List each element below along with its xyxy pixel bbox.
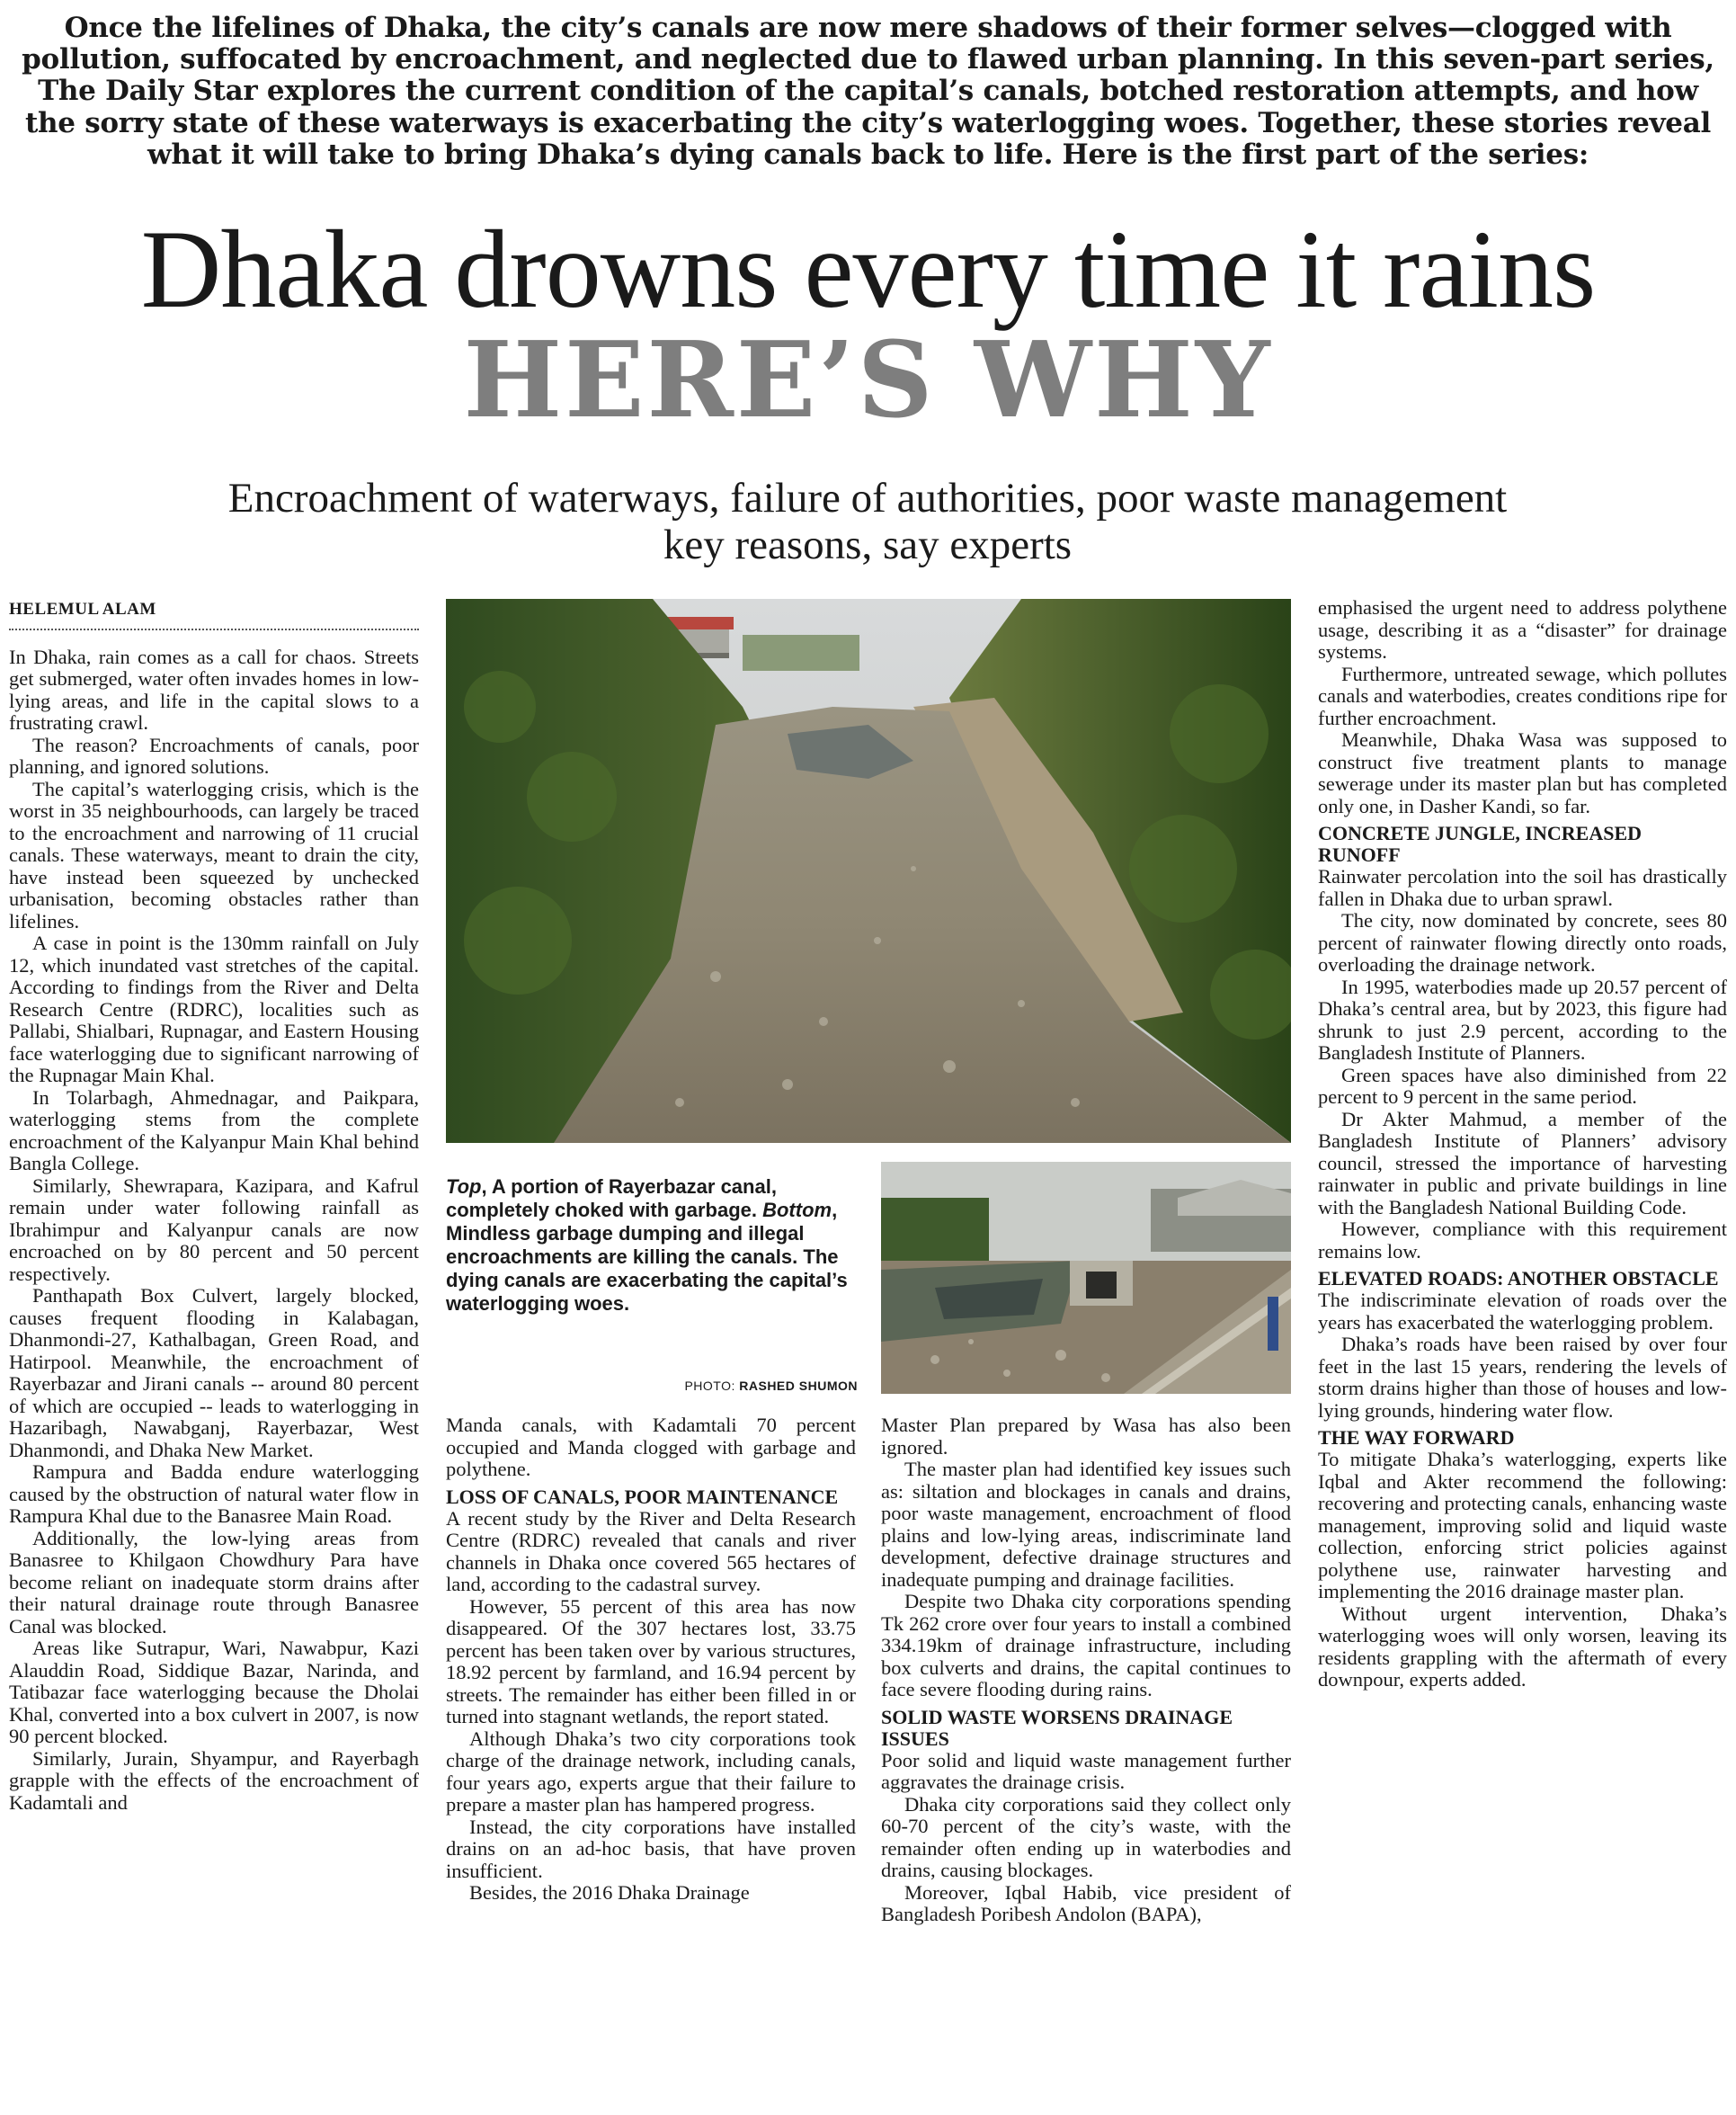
paragraph: In Tolarbagh, Ahmednagar, and Paikpara, waterlogging stems from the complete encroachment of the Kalyanpur Main Khal behind Bangla College.: [9, 1085, 419, 1174]
paragraph: The master plan had identified key issues such as: siltation and blockages in canals and drains, poor waste management, encroachment of flood plains and low-lying areas, indiscriminate land development, defective drainage structures and inadequate pumping and drainage facilities.: [881, 1458, 1291, 1591]
section-heading: ELEVATED ROADS: ANOTHER OBSTACLE: [1318, 1267, 1719, 1290]
paragraph: Master Plan prepared by Wasa has also been ignored.: [881, 1414, 1291, 1459]
paragraph: In 1995, waterbodies made up 20.57 percent of Dhaka’s central area, but by 2023, this figure had shrunk to just 2.9 percent, according to the Bangladesh Institute of Planners.: [1318, 975, 1727, 1064]
kicker-heading: HERE’S WHY: [463, 319, 1273, 442]
paragraph: Instead, the city corporations have installed drains on an ad-hoc basis, that have proven insufficient.: [446, 1815, 856, 1882]
paragraph: Manda canals, with Kadamtali 70 percent occupied and Manda clogged with garbage and polythene.: [446, 1414, 856, 1480]
section-heading: LOSS OF CANALS, POOR MAINTENANCE: [446, 1485, 839, 1508]
section-heading: THE WAY FORWARD: [1318, 1426, 1515, 1449]
credit-name: RASHED SHUMON: [739, 1379, 858, 1393]
column-1: [9, 599, 419, 1814]
paragraph: The city, now dominated by concrete, sees 80 percent of rainwater flowing directly onto roads, overloading the drainage network.: [1318, 909, 1727, 976]
photo-garbage-encroachment: [881, 1162, 1291, 1394]
paragraph: A recent study by the River and Delta Research Centre (RDRC) revealed that canals and river channels in Dhaka once covered 565 hectares of land, according to the cadastral survey.: [446, 1506, 856, 1595]
paragraph: Additionally, the low-lying areas from Banasree to Khilgaon Chowdhury Para have become reliant on inadequate storm drains after their natural drainage route through Banasree Canal was blocked.: [9, 1526, 419, 1638]
paragraph: Panthapath Box Culvert, largely blocked, causes frequent flooding in Kalabagan, Dhanmondi-27, Kathalbagan, Green Road, and Hatirpool. Meanwhile, the encroachment of Rayerbazar and Jirani canals -- around 80 percent of which are occupied -- leads to waterlogging in Hazaribagh, Nawabganj, Rayerbazar, West Dhanmondi, and Dhaka New Market.: [9, 1284, 419, 1461]
culvert-photo-illustration: [881, 1162, 1291, 1394]
paragraph: Without urgent intervention, Dhaka’s waterlogging woes will only worsen, leaving its residents grappling with the aftermath of every downpour, experts added.: [1318, 1602, 1727, 1691]
paragraph: However, 55 percent of this area has now disappeared. Of the 307 hectares lost, 33.75 percent has been taken over by various structures, 18.92 percent by farmland, and 16.94 percent by streets. The remainder has either been filled in or turned into stagnant wetlands, the report stated.: [446, 1594, 856, 1727]
paragraph: The indiscriminate elevation of roads over the years has exacerbated the waterlogging problem.: [1318, 1289, 1727, 1334]
byline: HELEMUL ALAM: [9, 599, 419, 630]
paragraph: emphasised the urgent need to address polythene usage, describing it as a “disaster” for drainage systems.: [1318, 596, 1727, 663]
deck-subheading: Encroachment of waterways, failure of authorities, poor waste management key reasons, say experts: [227, 475, 1508, 568]
paragraph: Areas like Sutrapur, Wari, Nawabpur, Kazi Alauddin Road, Siddique Bazar, Narinda, and Tatibazar face waterlogging because the Dholai Khal, converted into a box culvert in 2007, is now 90 percent blocked.: [9, 1637, 419, 1747]
series-intro: Once the lifelines of Dhaka, the city’s canals are now mere shadows of their former selves—clogged with pollution, suffocated by encroachment, and neglected due to flawed urban planning. In this seven-part series, The Daily Star explores the current condition of the capital’s canals, botched restoration attempts, and how the sorry state of these waterways is exacerbating the city’s waterlogging woes. Together, these stories reveal what it will take to bring Dhaka’s dying canals back to life. Here is the first part of the series:: [22, 12, 1714, 171]
caption-top-label: Top: [446, 1175, 482, 1198]
paragraph: To mitigate Dhaka’s waterlogging, experts like Iqbal and Akter recommend the following: recovering and protecting canals, enhancing waste management, improving solid and liquid waste collection, enforcing strict policies against polythene use, rainwater harvesting and implementing the 2016 drainage master plan.: [1318, 1448, 1727, 1602]
paragraph: Dhaka city corporations said they collect only 60-70 percent of the city’s waste, with the remainder often ending up in waterbodies and drains, causing blockages.: [881, 1792, 1291, 1881]
caption-bottom-label: Bottom: [762, 1199, 832, 1221]
credit-label: PHOTO:: [684, 1379, 735, 1393]
paragraph: Dr Akter Mahmud, a member of the Bangladesh Institute of Planners’ advisory council, stressed the importance of harvesting rainwater in public and private buildings in line with the Bangladesh National Building Code.: [1318, 1107, 1727, 1218]
headline: Dhaka drowns every time it rains: [140, 208, 1596, 331]
canal-photo-illustration: [446, 599, 1291, 1143]
paragraph: Rainwater percolation into the soil has drastically fallen in Dhaka due to urban sprawl.: [1318, 865, 1727, 910]
column-2: [446, 1414, 856, 1905]
paragraph: Poor solid and liquid waste management further aggravates the drainage crisis.: [881, 1748, 1291, 1793]
paragraph: Dhaka’s roads have been raised by over four feet in the last 15 years, rendering the levels of storm drains higher than those of houses and low-lying grounds, hindering water flow.: [1318, 1333, 1727, 1422]
paragraph: Meanwhile, Dhaka Wasa was supposed to construct five treatment plants to manage sewerage under its master plan but has completed only one, in Dasher Kandi, so far.: [1318, 728, 1727, 817]
paragraph: In Dhaka, rain comes as a call for chaos. Streets get submerged, water often invades homes in low-lying areas, and life in the capital slows to a frustrating crawl.: [9, 645, 419, 734]
paragraph: The reason? Encroachments of canals, poor planning, and ignored solutions.: [9, 733, 419, 778]
paragraph: Green spaces have also diminished from 22 percent to 9 percent in the same period.: [1318, 1063, 1727, 1108]
column-4: [1318, 597, 1727, 1691]
paragraph: Moreover, Iqbal Habib, vice president of Bangladesh Poribesh Andolon (BAPA),: [881, 1880, 1291, 1925]
caption-bottom-text: , Mindless garbage dumping and illegal encroachments are killing the canals. The dying canals are exacerbating the capital’s waterlogging woes.: [446, 1199, 848, 1315]
paragraph: Similarly, Jurain, Shyampur, and Rayerbagh grapple with the effects of the encroachment of Kadamtali and: [9, 1746, 419, 1814]
photo-rayerbazar-canal: [446, 599, 1291, 1143]
paragraph: Besides, the 2016 Dhaka Drainage: [469, 1881, 750, 1904]
paragraph: Although Dhaka’s two city corporations took charge of the drainage network, including canals, four years ago, experts argue that their failure to prepare a master plan has hampered progress.: [446, 1727, 856, 1816]
section-heading: CONCRETE JUNGLE, INCREASED RUNOFF: [1318, 822, 1643, 866]
paragraph: Furthermore, untreated sewage, which pollutes canals and waterbodies, creates conditions ripe for further encroachment.: [1318, 662, 1727, 729]
caption-top-text: , A portion of Rayerbazar canal, completely choked with garbage.: [446, 1175, 777, 1221]
paragraph: Rampura and Badda endure waterlogging caused by the obstruction of natural water flow in Rampura Khal due to the Banasree Main Road.: [9, 1460, 419, 1527]
photo-credit: [629, 1379, 858, 1393]
paragraph: The capital’s waterlogging crisis, which is the worst in 35 neighbourhoods, can largely be traced to the encroachment and narrowing of 11 crucial canals. These waterways, meant to drain the city, have instead been squeezed by unchecked urbanisation, becoming obstacles rather than lifelines.: [9, 777, 419, 933]
column-3: [881, 1414, 1291, 1926]
paragraph: Despite two Dhaka city corporations spending Tk 262 crore over four years to install a combined 334.19km of drainage infrastructure, including box culverts and drains, the capital continues to face severe flooding during rains.: [881, 1590, 1291, 1700]
photo-caption: [446, 1175, 850, 1316]
paragraph: Similarly, Shewrapara, Kazipara, and Kafrul remain under water following rainfall as Ibrahimpur and Kalyanpur canals are now encroached on by 80 percent and 50 percent respectively.: [9, 1174, 419, 1285]
paragraph: A case in point is the 130mm rainfall on July 12, which inundated vast stretches of the capital. According to findings from the River and Delta Research Centre (RDRC), localities such as Pallabi, Shialbari, Rupnagar, and Eastern Housing face waterlogging due to significant narrowing of the Rupnagar Main Khal.: [9, 932, 419, 1086]
paragraph: However, compliance with this requirement remains low.: [1318, 1218, 1727, 1263]
section-heading: SOLID WASTE WORSENS DRAINAGE ISSUES: [881, 1705, 1233, 1750]
